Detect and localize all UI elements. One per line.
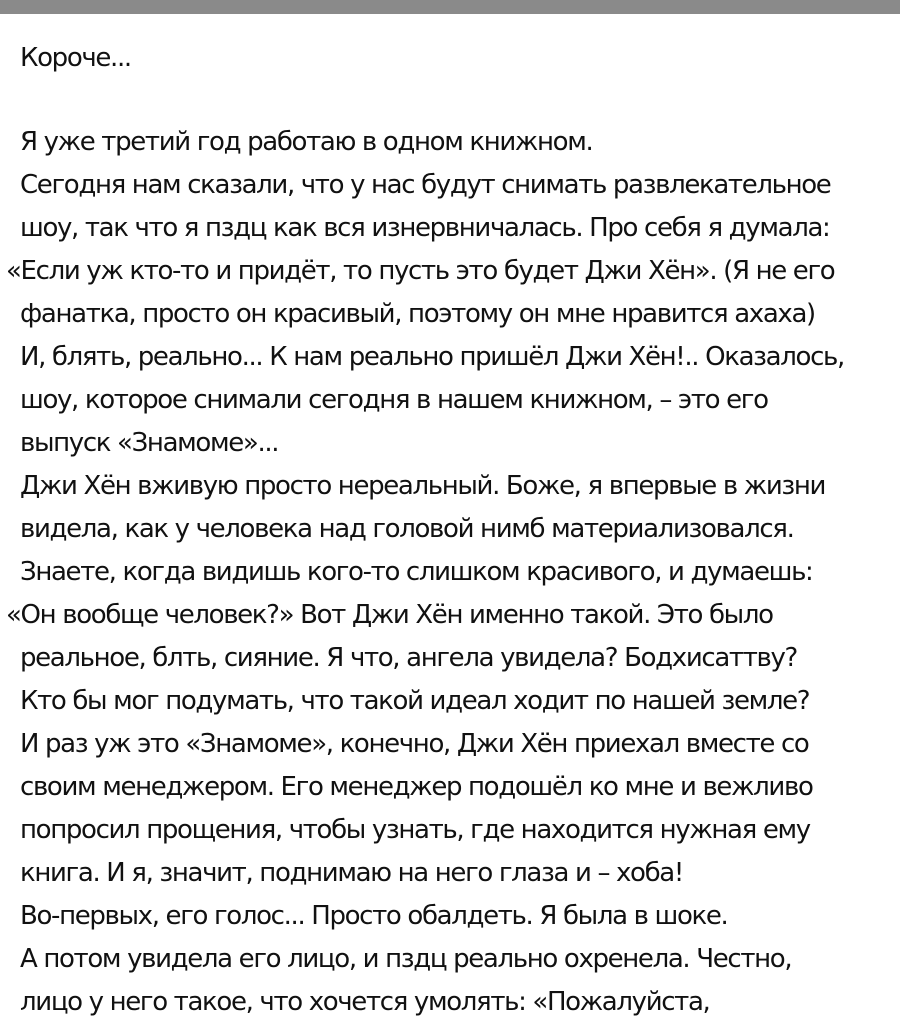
post-line: «Если уж кто-то и придёт, то пусть это будет Джи Хён». (Я не его (6, 256, 835, 286)
post-line: своим менеджером. Его менеджер подошёл ко мне и вежливо (20, 772, 813, 802)
post-line: «Он вообще человек?» Вот Джи Хён именно такой. Это было (6, 600, 773, 630)
post-line: попросил прощения, чтобы узнать, где находится нужная ему (20, 815, 810, 845)
post-line: книга. И я, значит, поднимаю на него глаза и – хоба! (20, 858, 683, 888)
post-line: лицо у него такое, что хочется умолять: «Пожалуйста, (20, 987, 710, 1017)
post-line: шоу, которое снимали сегодня в нашем книжном, – это его (20, 385, 768, 415)
post-line: фанатка, просто он красивый, поэтому он мне нравится ахаха) (20, 299, 815, 329)
post-line: Сегодня нам сказали, что у нас будут снимать развлекательное (20, 170, 831, 200)
post-line: А потом увидела его лицо, и пздц реально охренела. Честно, (20, 944, 792, 974)
post-line: выпуск «Знамоме»... (20, 428, 279, 458)
top-divider-bar (0, 0, 900, 14)
post-line: Короче... (20, 43, 131, 73)
post-line: видела, как у человека над головой нимб материализовался. (20, 514, 794, 544)
post-line: реальное, блть, сияние. Я что, ангела увидела? Бодхисаттву? (20, 643, 797, 673)
post-body (0, 14, 900, 1027)
post-line: шоу, так что я пздц как вся изнервничалась. Про себя я думала: (20, 213, 830, 243)
post-line: Джи Хён вживую просто нереальный. Боже, я впервые в жизни (20, 471, 826, 501)
post-line: Кто бы мог подумать, что такой идеал ходит по нашей земле? (20, 686, 810, 716)
post-line: Во-первых, его голос... Просто обалдеть. Я была в шоке. (20, 901, 728, 931)
post-line: Знаете, когда видишь кого-то слишком красивого, и думаешь: (20, 557, 813, 587)
post-line: Я уже третий год работаю в одном книжном. (20, 127, 593, 157)
post-line: И раз уж это «Знамоме», конечно, Джи Хён приехал вместе со (20, 729, 809, 759)
post-line: И, блять, реально... К нам реально пришёл Джи Хён!.. Оказалось, (20, 342, 844, 372)
